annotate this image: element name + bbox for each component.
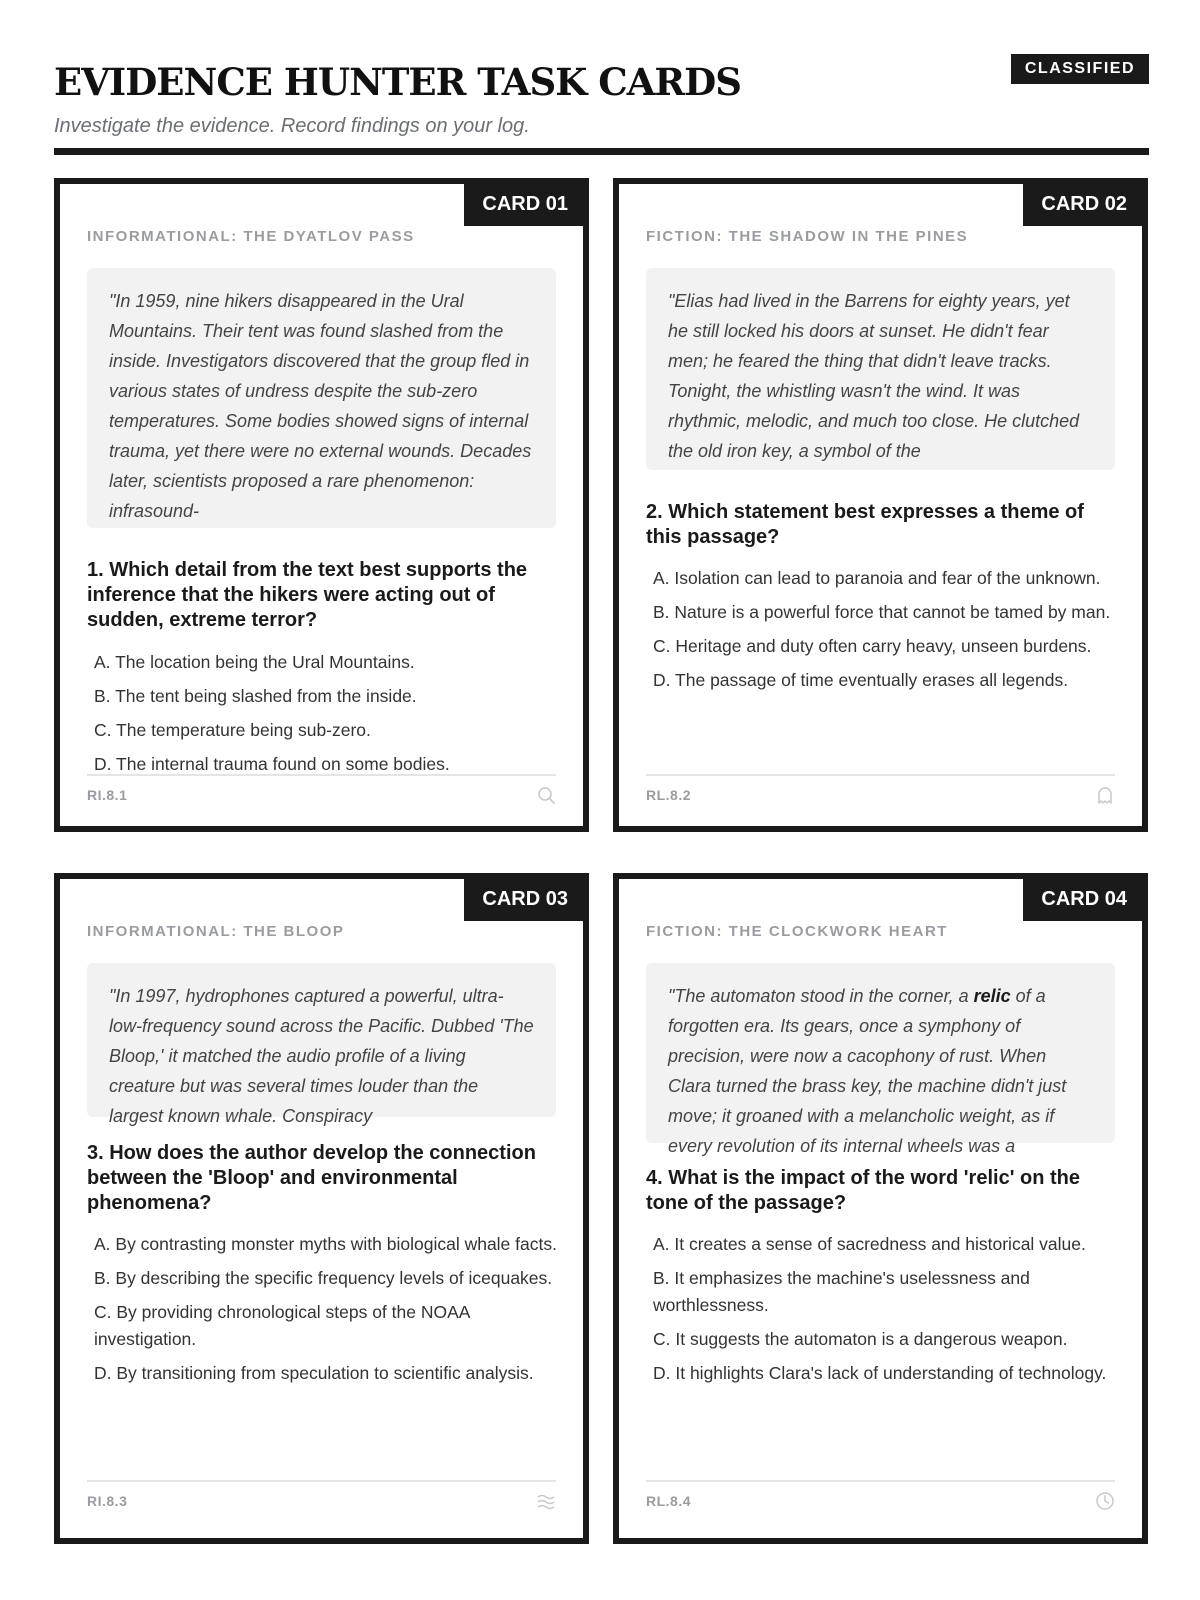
clock-icon [1095,1491,1115,1511]
card-number: CARD 01 [464,183,584,226]
card-genre: FICTION: THE SHADOW IN THE PINES [646,228,969,245]
task-card-3 [54,873,589,1544]
card-question: 1. Which detail from the text best supports the inference that the hikers were acting out of sudden, extreme terror? [87,559,528,631]
card-question: 3. How does the author develop the connection between the 'Bloop' and environmental phenomena? [87,1142,536,1214]
answer-option-c[interactable]: C. By providing chronological steps of the NOAA investigation. [94,1302,470,1349]
answer-option-b[interactable]: B. The tent being slashed from the inside. [94,686,417,706]
card-genre: INFORMATIONAL: THE DYATLOV PASS [87,228,415,245]
card-number: CARD 02 [1023,183,1143,226]
standard-code: RI.8.1 [87,787,128,803]
ghost-icon [1095,785,1115,805]
answer-option-d[interactable]: D. It highlights Clara's lack of understanding of technology. [653,1363,1107,1383]
card-question: 2. Which statement best expresses a theme of this passage? [646,501,1084,548]
answer-options [94,1231,559,1394]
relic-word: relic [973,986,1011,1006]
card-footer [87,774,556,812]
task-card-4 [613,873,1148,1544]
card-question: 4. What is the impact of the word 'relic' on the tone of the passage? [646,1167,1081,1214]
answer-option-d[interactable]: D. The passage of time eventually erases all legends. [653,670,1069,690]
standard-code: RL.8.2 [646,787,692,803]
task-card-2 [613,178,1148,832]
answer-option-d[interactable]: D. The internal trauma found on some bodies. [94,754,450,774]
search-icon [536,785,556,805]
page-subtitle: Investigate the evidence. Record findings on your log. [54,115,530,137]
answer-option-d[interactable]: D. By transitioning from speculation to scientific analysis. [94,1363,534,1383]
card-footer [646,774,1115,812]
task-card-1 [54,178,589,832]
answer-option-a[interactable]: A. Isolation can lead to paranoia and fear of the unknown. [653,568,1101,588]
page-title: EVIDENCE HUNTER TASK CARDS [54,60,741,104]
classified-badge: CLASSIFIED [1011,54,1149,84]
answer-option-a[interactable]: A. It creates a sense of sacredness and historical value. [653,1234,1086,1254]
standard-code: RI.8.3 [87,1493,128,1509]
answer-option-b[interactable]: B. Nature is a powerful force that cannot be tamed by man. [653,602,1111,622]
answer-options [94,649,559,785]
card-passage: "The automaton stood in the corner, a relic of a forgotten era. Its gears, once a symphony of precision, were now a cacophony of rust. When Clara turned the brass key, the machine didn't just move; it groaned with a melancholic weight, as if every revolution of its internal wheels was a [646,963,1115,1143]
waves-icon [536,1491,556,1511]
card-passage: "In 1997, hydrophones captured a powerful, ultra-low-frequency sound across the Pacific. Dubbed 'The Bloop,' it matched the audio profile of a living creature but was several times louder than the largest known whale. Conspiracy [87,963,556,1117]
answer-options [653,1231,1118,1394]
card-passage: "In 1959, nine hikers disappeared in the Ural Mountains. Their tent was found slashed from the inside. Investigators discovered that the group fled in various states of undress despite the sub-zero temperatures. Some bodies showed signs of internal trauma, yet there were no external wounds. Decades later, scientists proposed a rare phenomenon: infrasound- [87,268,556,528]
answer-option-c[interactable]: C. It suggests the automaton is a dangerous weapon. [653,1329,1068,1349]
answer-option-b[interactable]: B. It emphasizes the machine's uselessness and worthlessness. [653,1268,1030,1315]
answer-option-c[interactable]: C. The temperature being sub-zero. [94,720,371,740]
card-number: CARD 03 [464,878,584,921]
card-footer [87,1480,556,1518]
answer-option-b[interactable]: B. By describing the specific frequency levels of icequakes. [94,1268,553,1288]
standard-code: RL.8.4 [646,1493,692,1509]
card-genre: FICTION: THE CLOCKWORK HEART [646,923,948,940]
page-header [54,56,1149,138]
card-number: CARD 04 [1023,878,1143,921]
card-passage: "Elias had lived in the Barrens for eighty years, yet he still locked his doors at sunset. He didn't fear men; he feared the thing that didn't leave tracks. Tonight, the whistling wasn't the wind. It was rhythmic, melodic, and much too close. He clutched the old iron key, a symbol of the [646,268,1115,470]
answer-option-c[interactable]: C. Heritage and duty often carry heavy, unseen burdens. [653,636,1092,656]
answer-option-a[interactable]: A. The location being the Ural Mountains. [94,652,415,672]
card-genre: INFORMATIONAL: THE BLOOP [87,923,345,940]
header-divider [54,148,1149,155]
answer-option-a[interactable]: A. By contrasting monster myths with biological whale facts. [94,1234,557,1254]
card-footer [646,1480,1115,1518]
answer-options [653,565,1118,701]
